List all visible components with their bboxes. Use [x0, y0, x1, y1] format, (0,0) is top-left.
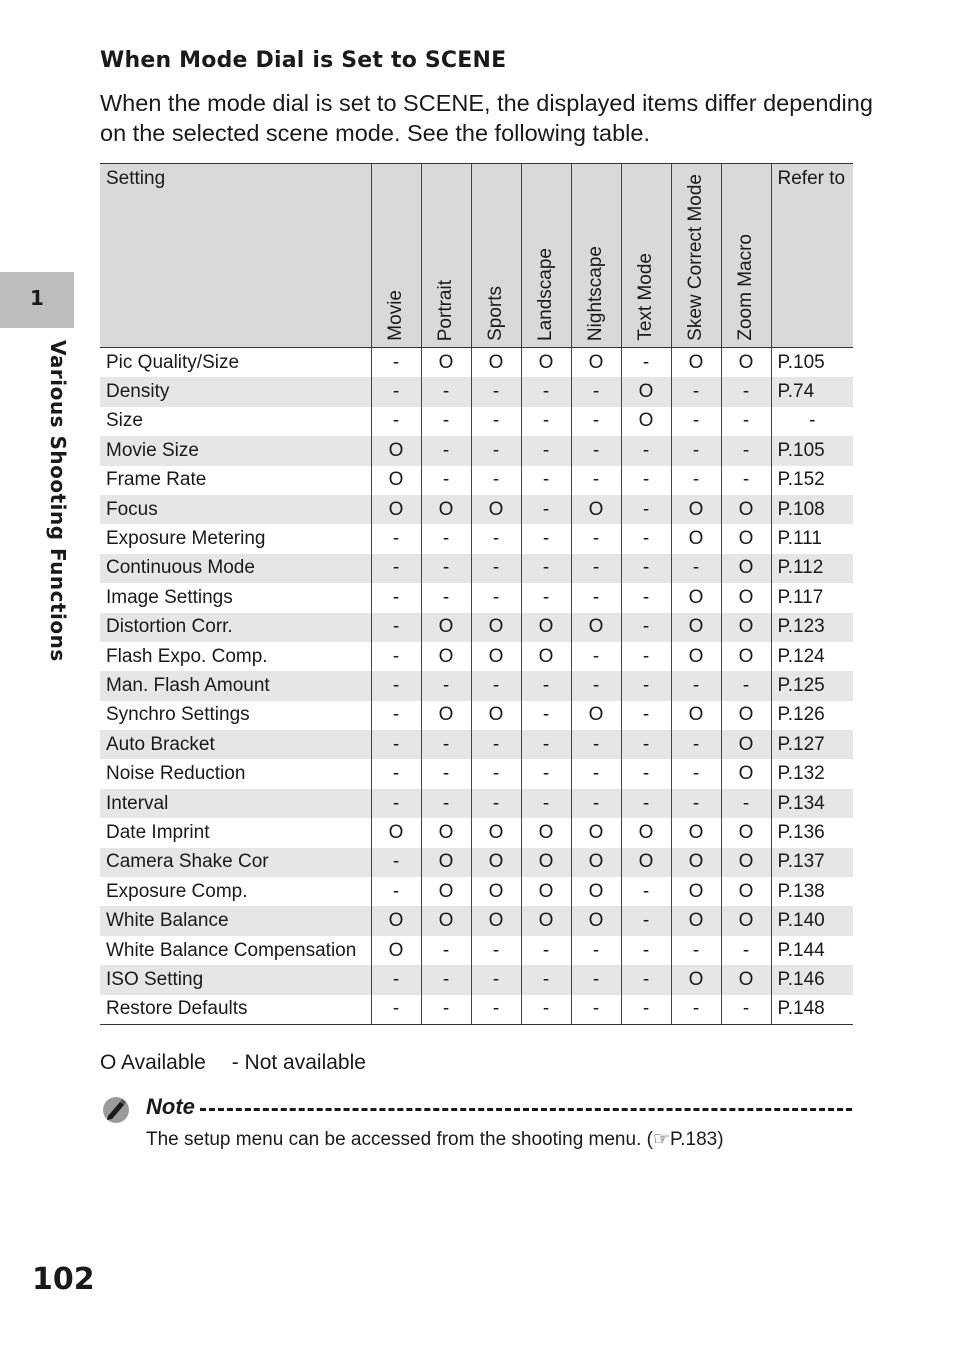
availability-cell: O — [721, 848, 771, 877]
table-row — [100, 495, 853, 524]
availability-cell: - — [671, 407, 721, 436]
availability-cell: - — [621, 730, 671, 759]
availability-cell: O — [671, 701, 721, 730]
availability-cell: O — [621, 407, 671, 436]
availability-cell: O — [671, 524, 721, 553]
availability-cell: O — [671, 965, 721, 994]
availability-cell: - — [521, 554, 571, 583]
availability-cell: - — [571, 789, 621, 818]
refer-to-cell: P.140 — [771, 906, 853, 935]
availability-cell: O — [371, 906, 421, 935]
availability-cell: - — [471, 936, 521, 965]
availability-cell: O — [671, 613, 721, 642]
availability-cell: O — [721, 613, 771, 642]
availability-cell: - — [721, 936, 771, 965]
pointing-hand-reference-icon: ☞ — [652, 1129, 670, 1150]
availability-cell: - — [521, 671, 571, 700]
availability-cell: O — [371, 818, 421, 847]
legend — [100, 1051, 386, 1075]
availability-cell: O — [721, 524, 771, 553]
refer-to-cell: P.127 — [771, 730, 853, 759]
refer-to-cell: P.111 — [771, 524, 853, 553]
availability-cell: - — [471, 730, 521, 759]
availability-cell: - — [371, 759, 421, 788]
page-number: 102 — [32, 1262, 95, 1297]
setting-name-cell: Image Settings — [106, 586, 233, 608]
note-label: Note — [146, 1094, 195, 1119]
availability-cell: O — [571, 848, 621, 877]
availability-cell: - — [521, 701, 571, 730]
availability-cell: - — [371, 583, 421, 612]
availability-cell: O — [521, 642, 571, 671]
setting-name-cell: White Balance Compensation — [106, 939, 357, 961]
table-row — [100, 554, 853, 583]
availability-cell: O — [721, 554, 771, 583]
note-divider — [200, 1108, 852, 1111]
availability-cell: - — [571, 671, 621, 700]
availability-cell: O — [671, 642, 721, 671]
availability-cell: - — [371, 671, 421, 700]
availability-cell: - — [471, 789, 521, 818]
table-row — [100, 348, 853, 378]
availability-cell: O — [721, 818, 771, 847]
availability-cell: - — [521, 495, 571, 524]
availability-cell: - — [521, 965, 571, 994]
availability-cell: - — [621, 495, 671, 524]
refer-to-cell: P.124 — [771, 642, 853, 671]
availability-cell: - — [621, 554, 671, 583]
table-row — [100, 848, 853, 877]
legend-not-available: - Not available — [231, 1051, 366, 1074]
availability-cell: - — [421, 583, 471, 612]
availability-cell: - — [521, 789, 571, 818]
availability-cell: - — [571, 583, 621, 612]
availability-cell: - — [471, 436, 521, 465]
availability-cell: O — [721, 965, 771, 994]
setting-column-header: Setting — [100, 164, 371, 348]
mode-column-header: Portrait — [421, 164, 471, 348]
availability-cell: - — [521, 583, 571, 612]
table-row — [100, 613, 853, 642]
availability-cell: - — [621, 583, 671, 612]
availability-cell: O — [471, 906, 521, 935]
availability-cell: O — [421, 818, 471, 847]
scene-settings-table — [100, 163, 853, 1025]
availability-cell: - — [521, 377, 571, 406]
availability-cell: O — [521, 877, 571, 906]
availability-cell: - — [421, 965, 471, 994]
refer-to-cell: P.136 — [771, 818, 853, 847]
refer-to-cell: P.134 — [771, 789, 853, 818]
availability-cell: - — [421, 466, 471, 495]
setting-name-cell: Focus — [100, 495, 371, 524]
availability-cell: O — [671, 906, 721, 935]
mode-column-header: Movie — [371, 164, 421, 348]
mode-column-header: Zoom Macro — [721, 164, 771, 348]
mode-column-header: Text Mode — [621, 164, 671, 348]
availability-cell: O — [421, 848, 471, 877]
availability-cell: - — [621, 613, 671, 642]
availability-cell: O — [571, 701, 621, 730]
availability-cell: - — [621, 936, 671, 965]
availability-cell: - — [471, 407, 521, 436]
availability-cell: - — [521, 995, 571, 1025]
setting-name-cell: Continuous Mode — [100, 554, 371, 583]
availability-cell: - — [371, 642, 421, 671]
availability-cell: - — [471, 995, 521, 1025]
availability-cell: O — [571, 613, 621, 642]
availability-cell: - — [421, 436, 471, 465]
availability-cell: - — [671, 936, 721, 965]
availability-cell: O — [371, 495, 421, 524]
availability-cell: O — [371, 436, 421, 465]
table-row — [100, 818, 853, 847]
availability-cell: - — [421, 995, 471, 1025]
availability-cell: - — [671, 730, 721, 759]
availability-cell: - — [571, 642, 621, 671]
table-row — [100, 965, 853, 994]
availability-cell: - — [571, 759, 621, 788]
availability-cell: - — [671, 554, 721, 583]
availability-cell: - — [421, 524, 471, 553]
availability-cell: O — [621, 818, 671, 847]
availability-cell: - — [621, 642, 671, 671]
setting-name-cell: Auto Bracket — [100, 730, 371, 759]
availability-cell: O — [521, 906, 571, 935]
availability-cell: - — [621, 906, 671, 935]
setting-name-cell: Noise Reduction — [106, 763, 246, 785]
table-row — [100, 877, 853, 906]
availability-cell: O — [471, 848, 521, 877]
table-row — [100, 995, 853, 1025]
table-row — [100, 759, 853, 788]
availability-cell: O — [571, 495, 621, 524]
availability-cell: - — [571, 995, 621, 1025]
availability-cell: - — [421, 789, 471, 818]
setting-name-cell: Movie Size — [100, 436, 371, 465]
availability-cell: - — [371, 407, 421, 436]
setting-name-cell: Size — [106, 410, 143, 432]
availability-cell: O — [471, 348, 521, 378]
setting-name-cell: Date Imprint — [106, 821, 210, 843]
availability-cell: - — [621, 436, 671, 465]
availability-cell: - — [371, 730, 421, 759]
legend-available: O Available — [100, 1051, 206, 1074]
availability-cell: - — [521, 524, 571, 553]
setting-name-cell: Man. Flash Amount — [100, 671, 371, 700]
availability-cell: - — [671, 995, 721, 1025]
refer-to-cell: P.125 — [771, 671, 853, 700]
availability-cell: - — [471, 671, 521, 700]
chapter-label: Various Shooting Functions — [46, 340, 70, 662]
setting-name-cell: Interval — [100, 789, 371, 818]
availability-cell: O — [471, 642, 521, 671]
refer-to-cell: P.148 — [771, 995, 853, 1025]
table-row — [100, 583, 853, 612]
availability-cell: - — [671, 759, 721, 788]
section-heading: When Mode Dial is Set to SCENE — [100, 48, 507, 73]
availability-cell: - — [721, 407, 771, 436]
mode-column-header: Sports — [471, 164, 521, 348]
availability-cell: - — [671, 789, 721, 818]
availability-cell: O — [421, 906, 471, 935]
availability-cell: O — [721, 642, 771, 671]
availability-cell: - — [621, 877, 671, 906]
availability-cell: - — [471, 965, 521, 994]
availability-cell: - — [671, 671, 721, 700]
availability-cell: - — [571, 377, 621, 406]
refer-to-cell: P.112 — [771, 554, 853, 583]
table-body — [100, 348, 853, 1025]
availability-cell: - — [621, 524, 671, 553]
availability-cell: O — [571, 818, 621, 847]
availability-cell: O — [721, 701, 771, 730]
availability-cell: - — [371, 789, 421, 818]
availability-cell: - — [371, 348, 421, 378]
setting-name-cell: White Balance — [100, 906, 371, 935]
availability-cell: - — [621, 348, 671, 378]
refer-to-cell: P.123 — [771, 613, 853, 642]
availability-cell: O — [671, 495, 721, 524]
availability-cell: - — [571, 466, 621, 495]
refer-to-cell: P.108 — [771, 495, 853, 524]
availability-cell: - — [671, 436, 721, 465]
availability-cell: - — [521, 436, 571, 465]
table-row — [100, 701, 853, 730]
note-text: The setup menu can be accessed from the shooting menu. (☞P.183) — [146, 1129, 724, 1150]
availability-cell: - — [571, 407, 621, 436]
table-row — [100, 524, 853, 553]
table-row — [100, 436, 853, 465]
availability-cell: O — [521, 348, 571, 378]
availability-cell: - — [371, 995, 421, 1025]
refer-to-cell: P.105 — [771, 436, 853, 465]
availability-cell: O — [471, 877, 521, 906]
refer-to-cell: P.117 — [771, 583, 853, 612]
availability-cell: - — [421, 377, 471, 406]
table-row — [100, 466, 853, 495]
table-row — [100, 730, 853, 759]
availability-cell: - — [521, 936, 571, 965]
availability-cell: - — [471, 377, 521, 406]
availability-cell: - — [521, 759, 571, 788]
availability-cell: - — [521, 407, 571, 436]
refer-to-cell: P.132 — [771, 759, 853, 788]
availability-cell: O — [471, 495, 521, 524]
availability-cell: - — [621, 759, 671, 788]
availability-cell: - — [471, 554, 521, 583]
availability-cell: - — [371, 701, 421, 730]
availability-cell: O — [421, 701, 471, 730]
availability-cell: - — [721, 995, 771, 1025]
availability-cell: O — [721, 348, 771, 378]
availability-cell: - — [571, 965, 621, 994]
availability-cell: - — [421, 730, 471, 759]
availability-cell: O — [571, 906, 621, 935]
availability-cell: - — [571, 730, 621, 759]
intro-paragraph: When the mode dial is set to SCENE, the displayed items differ depending on the selected scene mode. See the following table. — [100, 90, 873, 146]
availability-cell: O — [721, 730, 771, 759]
availability-cell: - — [421, 671, 471, 700]
availability-cell: - — [721, 377, 771, 406]
setting-name-cell: Camera Shake Cor — [100, 848, 371, 877]
availability-cell: O — [521, 848, 571, 877]
note-pencil-icon — [101, 1094, 131, 1124]
availability-cell: O — [521, 613, 571, 642]
availability-cell: - — [521, 730, 571, 759]
refer-to-cell: P.105 — [771, 348, 853, 378]
table-row — [100, 789, 853, 818]
availability-cell: O — [621, 848, 671, 877]
setting-name-cell: Distortion Corr. — [100, 613, 371, 642]
availability-cell: - — [721, 466, 771, 495]
availability-cell: - — [621, 701, 671, 730]
setting-name-cell: Frame Rate — [106, 469, 207, 491]
refer-to-cell: P.146 — [771, 965, 853, 994]
setting-name-cell: Exposure Metering — [106, 528, 266, 550]
setting-name-cell: Density — [100, 377, 371, 406]
availability-cell: O — [421, 495, 471, 524]
availability-cell: - — [371, 554, 421, 583]
refer-to-cell: P.144 — [771, 936, 853, 965]
refer-to-cell: P.126 — [771, 701, 853, 730]
availability-cell: - — [471, 583, 521, 612]
setting-name-cell: Flash Expo. Comp. — [106, 645, 268, 667]
availability-cell: O — [421, 613, 471, 642]
availability-cell: O — [721, 759, 771, 788]
availability-cell: - — [471, 524, 521, 553]
availability-cell: O — [721, 495, 771, 524]
chapter-number: 1 — [30, 286, 44, 310]
availability-cell: O — [721, 583, 771, 612]
note-ref-page: P.183 — [670, 1129, 718, 1150]
refer-to-column-header: Refer to — [771, 164, 853, 348]
availability-cell: - — [371, 377, 421, 406]
availability-cell: O — [571, 348, 621, 378]
refer-to-cell: P.137 — [771, 848, 853, 877]
availability-cell: O — [421, 642, 471, 671]
availability-cell: - — [721, 436, 771, 465]
setting-name-cell: ISO Setting — [100, 965, 371, 994]
table-row — [100, 407, 853, 436]
availability-cell: - — [421, 554, 471, 583]
availability-cell: - — [621, 965, 671, 994]
availability-cell: - — [571, 524, 621, 553]
availability-cell: - — [621, 671, 671, 700]
availability-cell: - — [421, 759, 471, 788]
availability-cell: O — [671, 818, 721, 847]
table-row — [100, 642, 853, 671]
availability-cell: - — [471, 466, 521, 495]
availability-cell: O — [621, 377, 671, 406]
availability-cell: O — [421, 348, 471, 378]
availability-cell: - — [371, 965, 421, 994]
table-row — [100, 671, 853, 700]
availability-cell: - — [721, 671, 771, 700]
availability-cell: - — [571, 936, 621, 965]
availability-cell: O — [571, 877, 621, 906]
availability-cell: - — [371, 877, 421, 906]
availability-cell: O — [671, 848, 721, 877]
table-row — [100, 377, 853, 406]
setting-name-cell: Synchro Settings — [106, 704, 250, 726]
availability-cell: - — [471, 759, 521, 788]
refer-to-cell: P.74 — [771, 377, 853, 406]
availability-cell: - — [621, 995, 671, 1025]
availability-cell: - — [671, 377, 721, 406]
availability-cell: O — [721, 877, 771, 906]
availability-cell: O — [371, 466, 421, 495]
availability-cell: O — [671, 348, 721, 378]
availability-cell: - — [521, 466, 571, 495]
refer-to-cell: - — [771, 407, 853, 436]
setting-name-cell: Restore Defaults — [100, 995, 371, 1025]
availability-cell: - — [571, 554, 621, 583]
table-row — [100, 936, 853, 965]
table-header-row — [100, 164, 853, 348]
refer-to-cell: P.152 — [771, 466, 853, 495]
availability-cell: - — [621, 466, 671, 495]
availability-cell: - — [421, 936, 471, 965]
refer-to-cell: P.138 — [771, 877, 853, 906]
availability-cell: - — [571, 436, 621, 465]
availability-cell: O — [671, 877, 721, 906]
availability-cell: O — [421, 877, 471, 906]
availability-cell: - — [371, 848, 421, 877]
availability-cell: O — [471, 818, 521, 847]
mode-column-header: Skew Correct Mode — [671, 164, 721, 348]
availability-cell: O — [471, 613, 521, 642]
mode-column-header: Nightscape — [571, 164, 621, 348]
availability-cell: O — [721, 906, 771, 935]
setting-name-cell: Pic Quality/Size — [106, 351, 240, 373]
mode-column-header: Landscape — [521, 164, 571, 348]
availability-cell: O — [371, 936, 421, 965]
availability-cell: O — [521, 818, 571, 847]
availability-cell: - — [671, 466, 721, 495]
availability-cell: O — [471, 701, 521, 730]
availability-cell: - — [621, 789, 671, 818]
availability-cell: - — [371, 524, 421, 553]
availability-cell: - — [721, 789, 771, 818]
availability-cell: - — [421, 407, 471, 436]
availability-cell: - — [371, 613, 421, 642]
table-row — [100, 906, 853, 935]
setting-name-cell: Exposure Comp. — [106, 880, 248, 902]
availability-cell: O — [671, 583, 721, 612]
